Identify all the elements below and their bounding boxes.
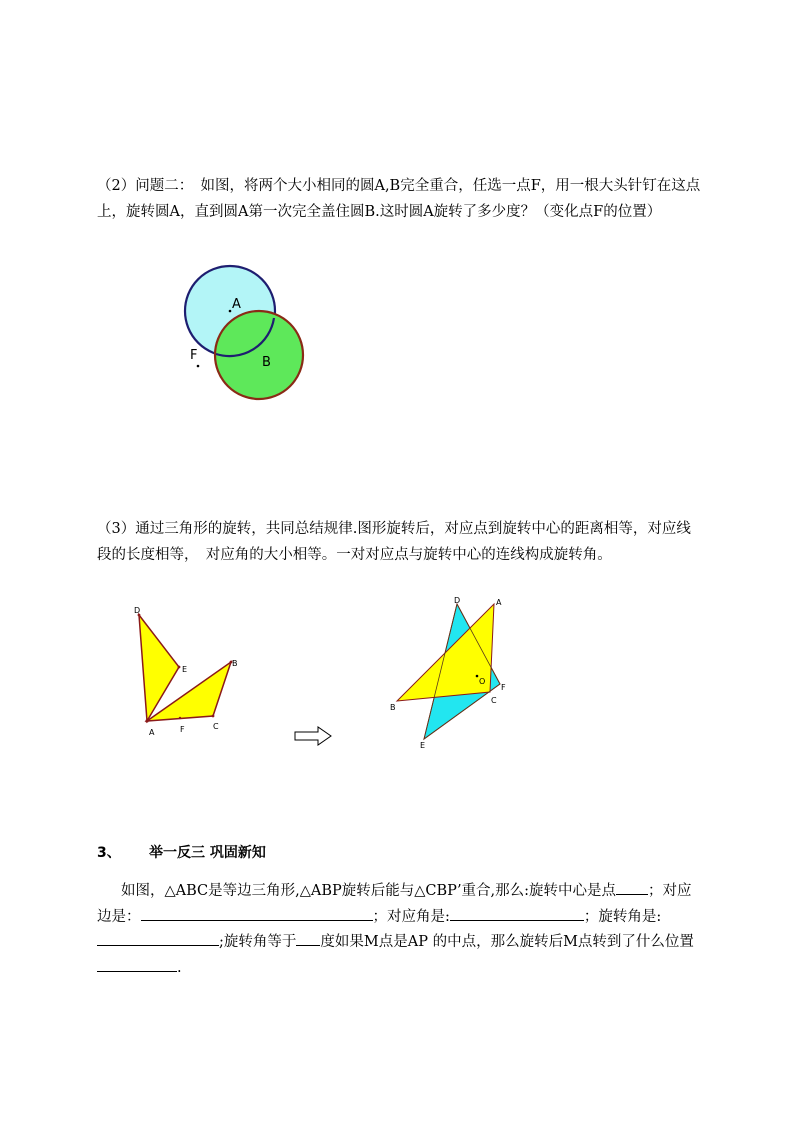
exercise-part-7: . [177, 959, 182, 976]
exercise-part-2: ；对应边是： [97, 883, 692, 925]
left-label-e: E [182, 665, 188, 674]
left-label-c: C [213, 722, 219, 731]
section-3-heading [97, 841, 702, 867]
blank-point-m-position[interactable] [97, 957, 177, 972]
exercise-text [97, 879, 702, 981]
right-label-a: A [496, 598, 502, 607]
blank-corresponding-sides[interactable] [141, 906, 373, 921]
exercise-part-5: ;旋转角等于 [219, 934, 297, 950]
right-label-b: B [390, 703, 396, 712]
left-label-d: D [134, 606, 141, 615]
right-arrow-icon [295, 727, 331, 745]
right-label-f: F [501, 683, 506, 692]
left-label-a: A [149, 728, 155, 737]
blank-rotation-angle[interactable] [97, 931, 219, 946]
right-label-c: C [491, 696, 497, 705]
exercise-part-1: 如图，△ABC是等边三角形,△ABP旋转后能与△CBP’重合,那么:旋转中心是点 [121, 883, 617, 899]
problem-3-text: （3）通过三角形的旋转，共同总结规律.图形旋转后，对应点到旋转中心的距离相等，对应线段的长度相等， 对应角的大小相等。一对对应点与旋转中心的连线构成旋转角。 [97, 521, 691, 563]
section-number: 3、 [97, 845, 121, 861]
label-f: F [190, 348, 198, 363]
blank-rotation-center[interactable] [616, 880, 648, 895]
left-label-f: F [180, 725, 185, 734]
exercise-part-4: ；旋转角是: [583, 908, 662, 925]
blank-corresponding-angles[interactable] [450, 906, 584, 921]
left-label-b: B [232, 659, 238, 668]
section-title: 举一反三 巩固新知 [149, 845, 266, 861]
label-a: A [232, 297, 241, 312]
right-label-d: D [454, 596, 461, 605]
right-label-e: E [420, 741, 426, 750]
blank-rotation-degrees[interactable] [296, 931, 320, 946]
right-label-o: O [479, 677, 486, 686]
exercise-part-6: 度如果M点是AP 的中点，那么旋转后M点转到了什么位置 [320, 934, 694, 950]
center-o-dot [476, 675, 479, 678]
exercise-part-3: ；对应角是: [372, 908, 450, 925]
label-b: B [262, 355, 271, 370]
problem-2-text: （2）问题二： 如图，将两个大小相同的圆A,B完全重合，任选一点F，用一根大头针钉在这点上，旋转圆A，直到圆A第一次完全盖住圆B.这时圆A旋转了多少度？（变化点F的位置） [97, 178, 701, 220]
